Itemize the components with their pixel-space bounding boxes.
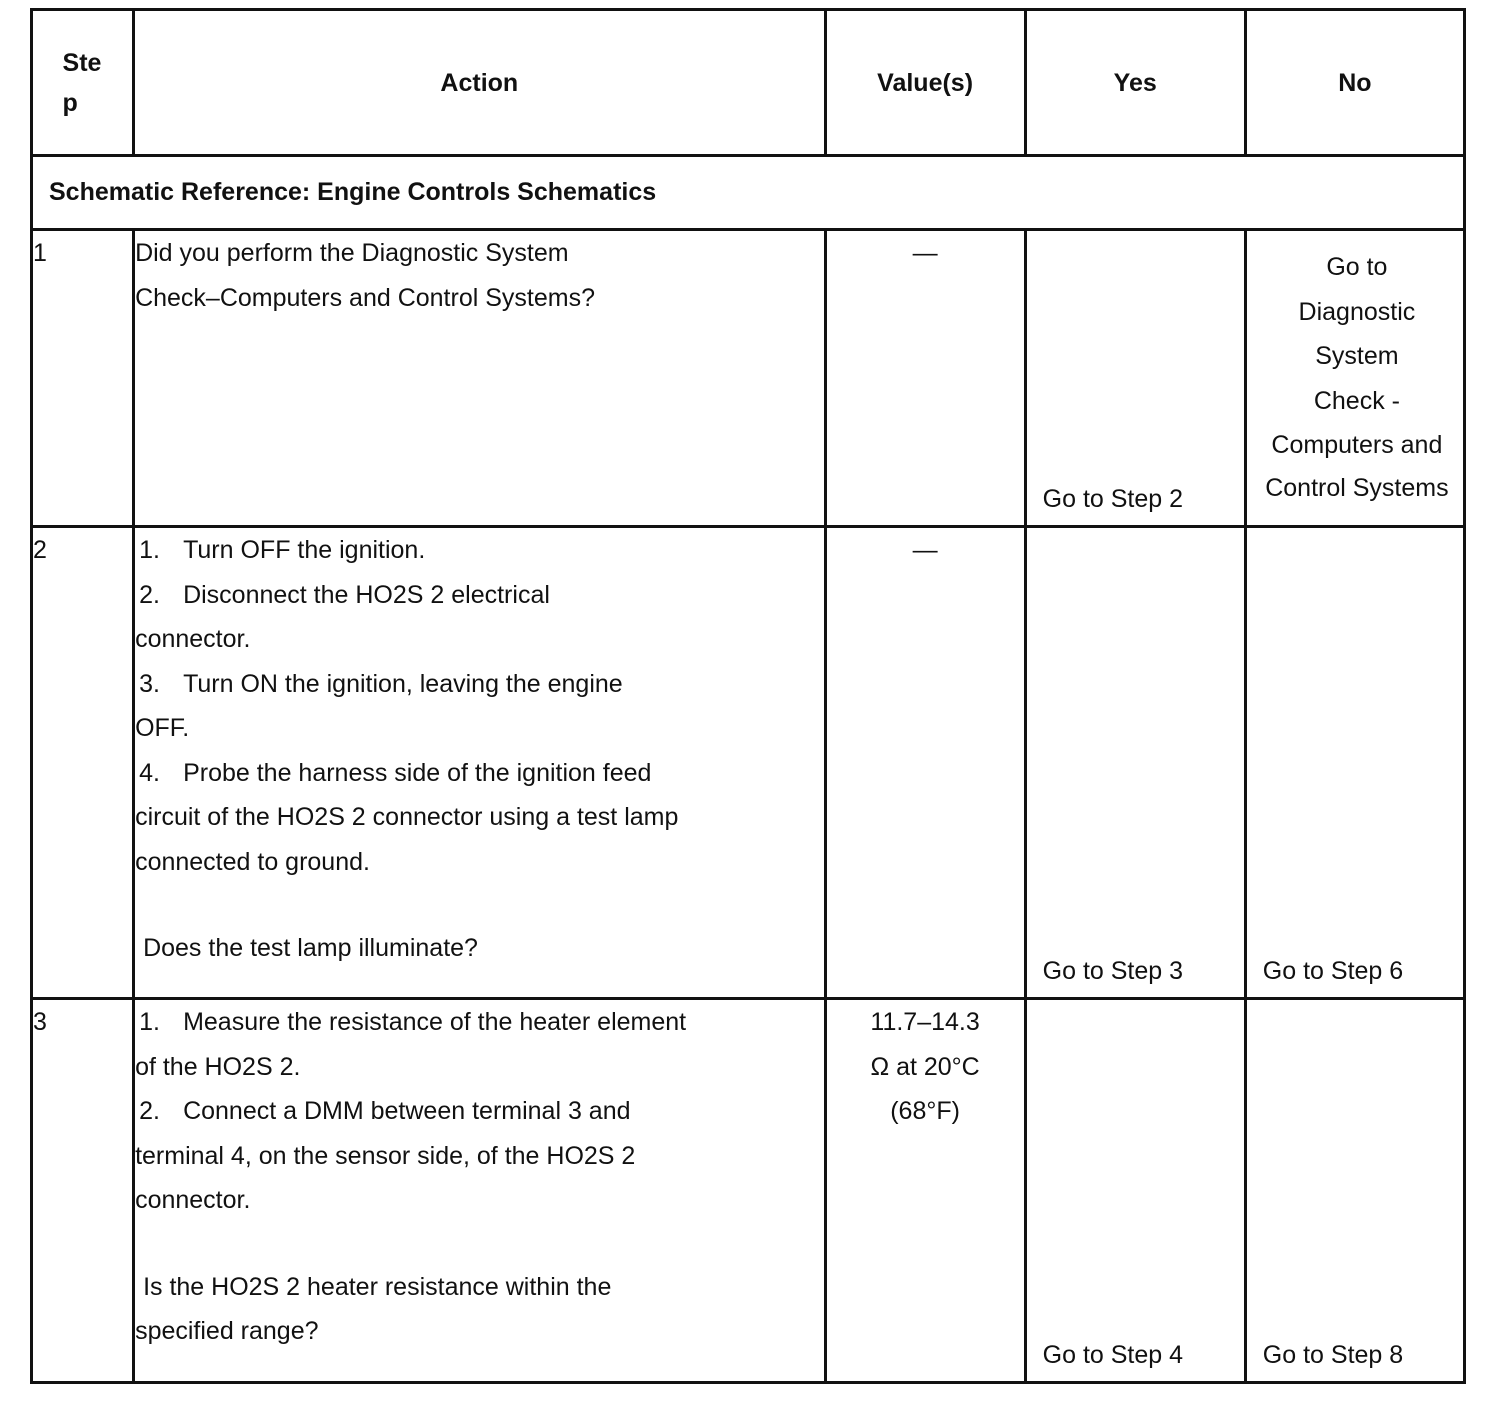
value-text: 11.7–14.3 [870,1008,980,1036]
table-row-step-2 [32,527,1465,999]
diagnostic-table [30,8,1466,1384]
schematic-reference: Schematic Reference: Engine Controls Schematics [32,156,1465,230]
value-text: Ω at 20°C [870,1052,980,1081]
no-cell [1245,230,1464,527]
action-text: Check–Computers and Control Systems? [135,283,595,312]
yes-link[interactable]: Go to Step 3 [1042,956,1184,985]
question-text: specified range? [135,1317,319,1345]
instruction-item: 1. Measure the resistance of the heater element [139,1008,687,1036]
value-cell: — [825,230,1025,527]
step-number: 2 [32,527,134,999]
action-text: Did you perform the Diagnostic System [135,239,569,267]
yes-cell [1025,527,1245,999]
action-cell [134,230,825,527]
instruction-continuation: connector. [135,625,251,653]
no-link[interactable]: Go to Diagnostic System Check - Computers and Control Systems [1265,253,1449,502]
action-cell [134,999,825,1383]
instruction-continuation: connector. [135,1186,251,1214]
instruction-item: 2. Connect a DMM between terminal 3 and [139,1097,631,1125]
question-text: Is the HO2S 2 heater resistance within the [143,1272,612,1301]
instruction-item: 1. Turn OFF the ignition. [139,536,426,564]
no-cell [1245,999,1464,1383]
step-number: 1 [32,230,134,527]
value-cell [825,999,1025,1383]
instruction-item: 2. Disconnect the HO2S 2 electrical [139,580,550,609]
question-text: Does the test lamp illuminate? [143,934,478,962]
instruction-continuation: OFF. [135,714,190,742]
no-link[interactable]: Go to Step 6 [1262,956,1404,985]
instruction-continuation: connected to ground. [135,847,370,876]
schematic-reference-row [32,156,1465,230]
instruction-item: 4. Probe the harness side of the ignition feed [139,758,652,787]
yes-link[interactable]: Go to Step 4 [1042,1340,1184,1369]
action-cell [134,527,825,999]
table-row-step-1 [32,230,1465,527]
instruction-continuation: of the HO2S 2. [135,1052,301,1081]
instruction-item: 3. Turn ON the ignition, leaving the engine [139,669,623,698]
header-row [32,10,1465,156]
yes-link[interactable]: Go to Step 2 [1042,484,1184,513]
header-action: Action [134,10,825,156]
table-row-step-3 [32,999,1465,1383]
step-number: 3 [32,999,134,1383]
no-link[interactable]: Go to Step 8 [1262,1340,1404,1369]
value-text: (68°F) [890,1097,960,1125]
yes-cell [1025,999,1245,1383]
header-no: No [1245,10,1464,156]
instruction-continuation: circuit of the HO2S 2 connector using a test lamp [135,803,679,831]
header-step: Step [32,10,134,156]
header-values: Value(s) [825,10,1025,156]
value-cell: — [825,527,1025,999]
instruction-continuation: terminal 4, on the sensor side, of the HO2S 2 [135,1141,636,1170]
header-yes: Yes [1025,10,1245,156]
yes-cell [1025,230,1245,527]
no-cell [1245,527,1464,999]
